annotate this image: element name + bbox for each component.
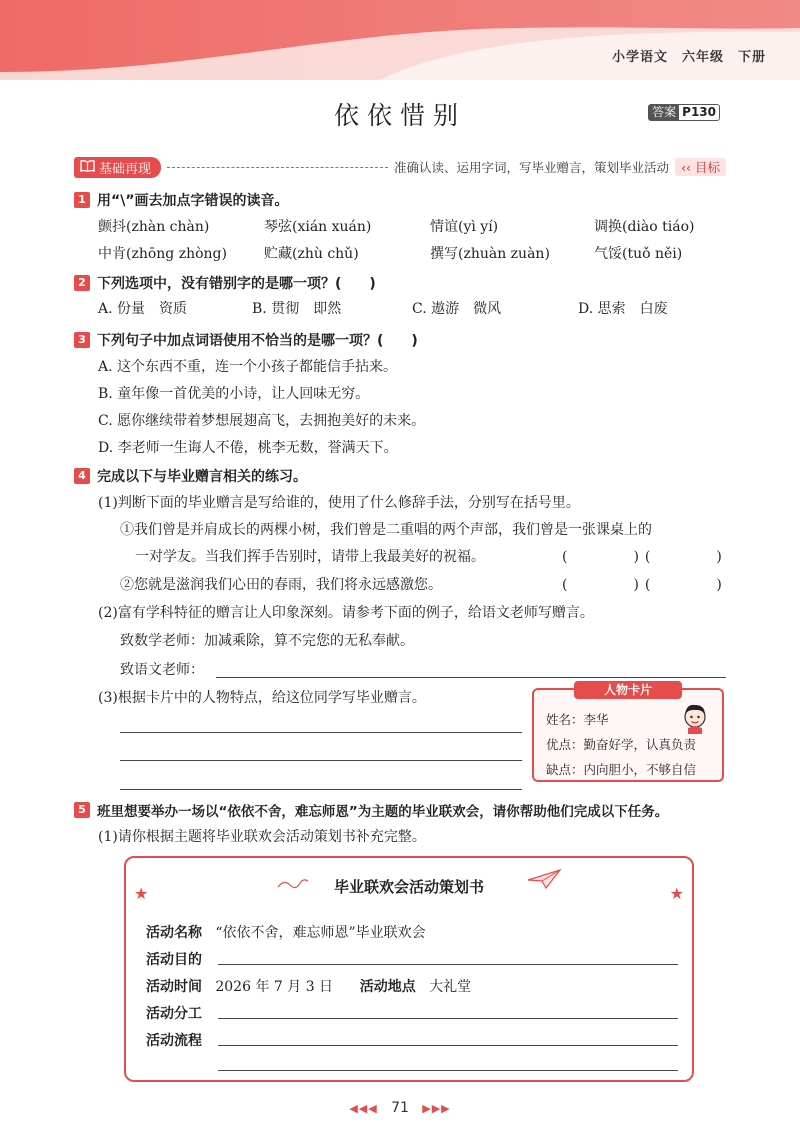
write-prompt: 致语文老师： [120, 662, 204, 678]
question-1 [74, 190, 289, 210]
option-b: B. 童年像一首优美的小诗，让人回味无穷。 [98, 386, 370, 402]
question-number: 1 [74, 192, 90, 208]
answer-line[interactable] [120, 760, 522, 761]
plan-title: 毕业联欢会活动策划书 [333, 878, 484, 896]
subquestion-2: (2)富有学科特征的赠言让人印象深刻。请参考下面的例子，给语文老师写赠言。 [98, 605, 594, 621]
plan-row-name [146, 922, 426, 942]
pinyin-item: 气馁(tuǒ něi) [594, 246, 683, 262]
plan-value: “依依不舍，难忘师恩”毕业联欢会 [215, 925, 426, 941]
card-flaw: 缺点：内向胆小，不够自信 [546, 762, 697, 777]
plan-label: 活动分工 [146, 1006, 202, 1022]
answer-page: P130 [682, 105, 716, 119]
character-card [532, 683, 724, 782]
question-number: 2 [74, 275, 90, 291]
question-number: 3 [74, 332, 90, 348]
section-badge-label: 基础再现 [99, 161, 152, 177]
subquestion-1: (1)判断下面的毕业赠言是写给谁的，使用了什么修辞手法，分别写在括号里。 [98, 495, 580, 511]
option-d: D. 思索 白废 [578, 301, 668, 317]
question-text: 班里想要举办一场以“依依不舍，难忘师恩”为主题的毕业联欢会，请你帮助他们完成以下任务。 [97, 804, 669, 820]
plan-value: 大礼堂 [429, 979, 472, 995]
header-grade: 六年级 [681, 50, 724, 65]
answer-line[interactable] [218, 964, 678, 965]
question-number: 4 [74, 468, 90, 484]
pinyin-item: 颤抖(zhàn chàn) [98, 219, 210, 235]
header-info [598, 46, 766, 65]
option-a: A. 这个东西不重，连一个小孩子都能信手拈来。 [98, 359, 398, 375]
plan-label: 活动流程 [146, 1033, 202, 1049]
answer-reference[interactable] [648, 104, 720, 121]
plan-row-division [146, 1003, 202, 1023]
question-text: 完成以下与毕业赠言相关的练习。 [97, 469, 307, 485]
question-4 [74, 466, 307, 486]
star-icon: ★ [134, 884, 149, 903]
option-a: A. 份量 资质 [98, 301, 188, 317]
option-c: C. 遨游 微风 [412, 301, 502, 317]
option-c: C. 愿你继续带着梦想展翅高飞，去拥抱美好的未来。 [98, 413, 426, 429]
bequest-text-1-cont: 一对学友。当我们挥手告别时，请带上我最美好的祝福。 [135, 549, 485, 565]
section-header [74, 156, 726, 178]
question-3 [74, 330, 418, 350]
page-footer [0, 1100, 800, 1116]
example-text: 致数学老师：加减乘除，算不完您的无私奉献。 [120, 633, 414, 649]
question-text: 用“\”画去加点字错误的读音。 [97, 193, 289, 209]
question-2 [74, 273, 376, 293]
left-arrows-icon: ◀◀◀ [349, 1102, 378, 1115]
bequest-text-2: ②您就是滋润我们心田的春雨，我们将永远感激您。 [120, 577, 442, 593]
plan-row-process [146, 1030, 202, 1050]
header-band [0, 0, 800, 80]
goal-label: 目标 [694, 160, 720, 175]
student-avatar-icon [678, 700, 712, 738]
question-5 [74, 800, 668, 820]
answer-line[interactable] [216, 677, 726, 678]
divider [167, 167, 388, 168]
section-badge [74, 157, 161, 178]
option-d: D. 李老师一生诲人不倦，桃李无数，誉满天下。 [98, 440, 398, 456]
subquestion-1: (1)请你根据主题将毕业联欢会活动策划书补充完整。 [98, 829, 426, 845]
plan-value: 2026 年 7 月 3 日 [215, 979, 334, 995]
answer-line[interactable] [218, 1045, 678, 1046]
pinyin-item: 中肯(zhōng zhòng) [98, 246, 227, 262]
right-arrows-icon: ▶▶▶ [422, 1102, 451, 1115]
plan-form [124, 856, 694, 1082]
page-title: 依依惜别 [333, 101, 466, 130]
card-title: 人物卡片 [574, 681, 682, 699]
plan-label: 活动地点 [359, 979, 416, 995]
pinyin-item: 情谊(yì yí) [430, 219, 499, 235]
page-number: 71 [391, 1100, 409, 1116]
answer-label: 答案 [649, 105, 679, 120]
answer-line[interactable] [120, 732, 522, 733]
card-merit: 优点：勤奋好学，认真负责 [546, 737, 697, 752]
answer-brackets[interactable]: ( )( ) [562, 577, 728, 593]
pinyin-item: 调换(diào tiáo) [594, 219, 695, 235]
subquestion-3: (3)根据卡片中的人物特点，给这位同学写毕业赠言。 [98, 690, 426, 706]
answer-line[interactable] [218, 1018, 678, 1019]
plan-row-time [146, 976, 471, 996]
plan-label: 活动名称 [146, 925, 202, 941]
plan-row-purpose [146, 949, 202, 969]
pinyin-item: 撰写(zhuàn zuàn) [430, 246, 550, 262]
book-icon [80, 159, 95, 176]
bequest-text-1: ①我们曾是并肩成长的两棵小树，我们曾是二重唱的两个声部，我们曾是一张课桌上的 [120, 522, 652, 538]
answer-brackets[interactable]: ( )( ) [562, 549, 728, 565]
section-description: 准确认读、运用字词，写毕业赠言，策划毕业活动 [393, 160, 669, 175]
question-text: 下列选项中，没有错别字的是哪一项？( ) [97, 276, 376, 292]
option-b: B. 贯彻 即然 [252, 301, 342, 317]
star-icon: ★ [669, 884, 684, 903]
answer-line[interactable] [218, 1070, 678, 1071]
question-number: 5 [74, 802, 90, 818]
question-text: 下列句子中加点词语使用不恰当的是哪一项？( ) [97, 333, 418, 349]
card-name: 姓名：李华 [546, 712, 609, 727]
header-volume: 下册 [737, 50, 766, 65]
header-subject: 小学语文 [611, 50, 668, 65]
answer-line[interactable] [120, 789, 522, 790]
pinyin-item: 贮藏(zhù chǔ) [264, 246, 359, 262]
plan-label: 活动时间 [146, 979, 202, 995]
plan-label: 活动目的 [146, 952, 202, 968]
goal-tag: ‹‹ 目标 [675, 158, 726, 176]
pinyin-item: 琴弦(xián xuán) [264, 219, 372, 235]
